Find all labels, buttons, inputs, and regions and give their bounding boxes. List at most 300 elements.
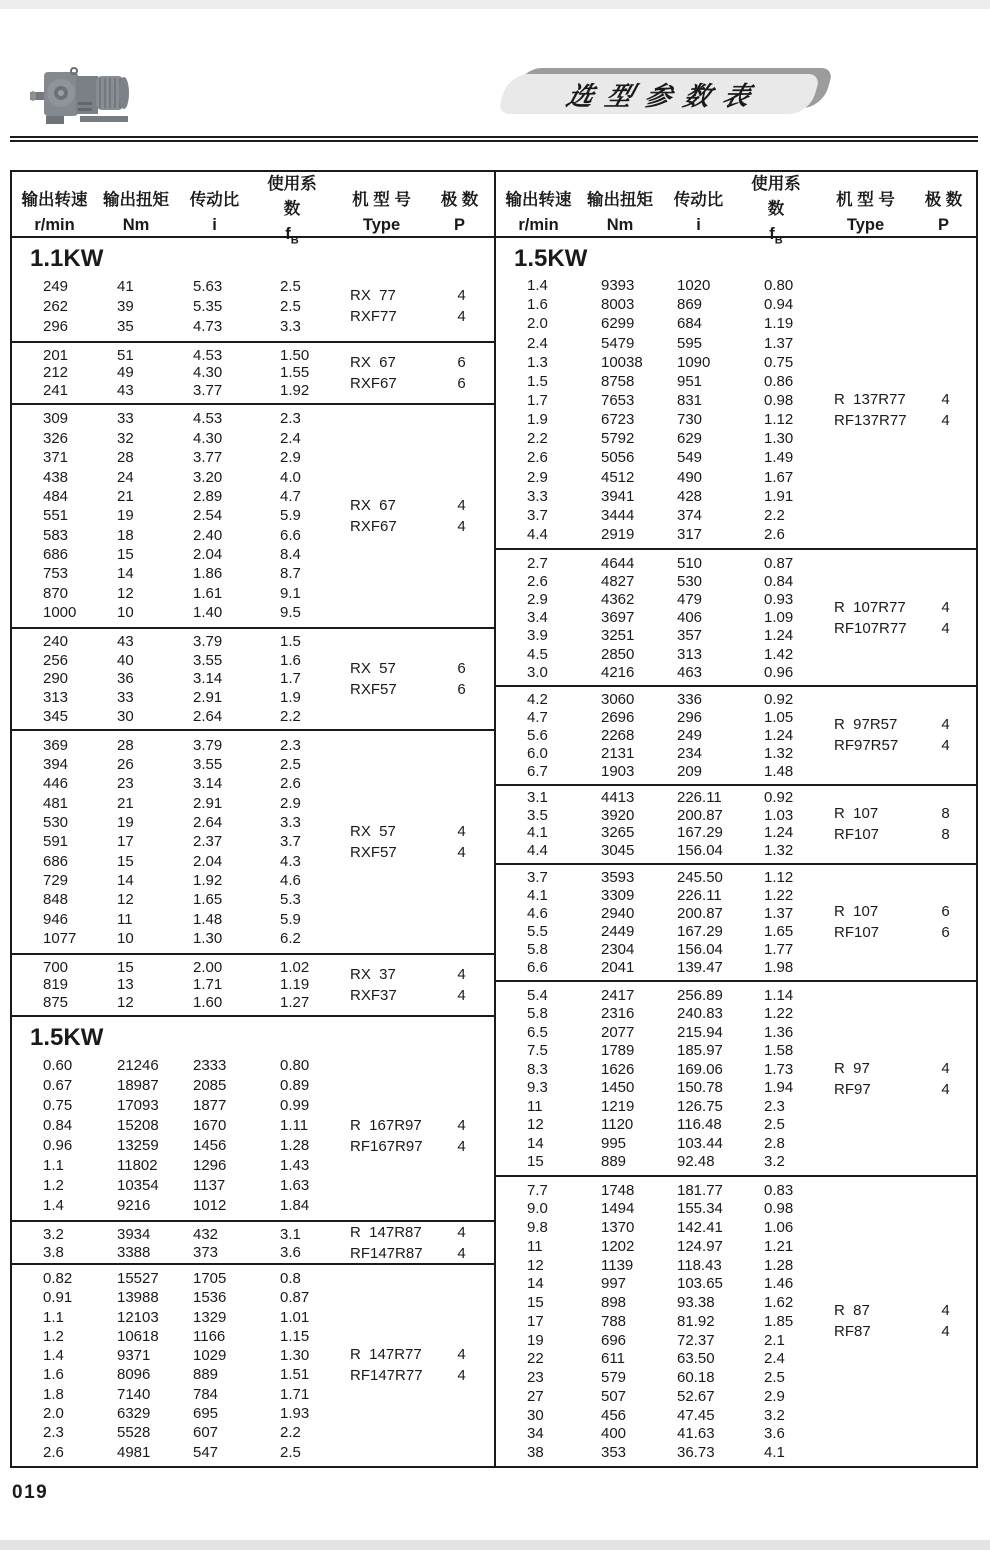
cell-service-factor: 1.28 xyxy=(764,1256,794,1274)
group-rows xyxy=(496,687,824,783)
cell-speed: 1.3 xyxy=(527,353,548,371)
cell-torque: 35 xyxy=(117,317,134,335)
group-rows xyxy=(12,629,340,730)
cell-service-factor: 1.19 xyxy=(280,976,310,994)
group-content xyxy=(496,550,976,685)
cell-torque: 14 xyxy=(117,872,134,890)
table-row xyxy=(12,775,340,792)
cell-service-factor: 1.22 xyxy=(764,886,794,904)
table-row xyxy=(496,1098,824,1115)
cell-service-factor: 3.2 xyxy=(764,1153,785,1171)
cell-service-factor: 1.7 xyxy=(280,670,301,688)
group-rows xyxy=(12,955,340,1015)
cell-torque: 6723 xyxy=(601,411,635,429)
cell-torque: 15 xyxy=(117,545,134,563)
cell-service-factor: 0.80 xyxy=(764,277,794,295)
cell-ratio: 2.00 xyxy=(193,958,223,976)
cell-ratio: 2.37 xyxy=(193,833,223,851)
table-row xyxy=(12,278,340,295)
table-row xyxy=(12,1057,340,1074)
cell-torque: 3060 xyxy=(601,691,635,709)
power-heading: 1.5KW xyxy=(514,245,588,272)
header-unit-label: r/min xyxy=(518,215,559,234)
table-row xyxy=(496,1153,824,1170)
cell-speed: 9.8 xyxy=(527,1219,548,1237)
type-label: R 107R77 xyxy=(834,598,906,616)
table-row xyxy=(496,1313,824,1330)
cell-ratio: 249 xyxy=(677,726,703,744)
group-rows xyxy=(496,272,824,548)
table-row xyxy=(12,488,340,505)
cell-speed: 326 xyxy=(43,429,69,447)
cell-speed: 0.84 xyxy=(43,1117,73,1135)
poles-label: 4 xyxy=(941,716,950,734)
cell-ratio: 92.48 xyxy=(677,1153,715,1171)
table-row xyxy=(12,930,340,947)
cell-speed: 201 xyxy=(43,346,69,364)
table-row xyxy=(12,604,340,621)
table-row xyxy=(12,959,340,976)
cell-speed: 2.6 xyxy=(527,449,548,467)
power-heading: 1.5KW xyxy=(30,1024,104,1052)
cell-speed: 591 xyxy=(43,833,69,851)
cell-service-factor: 3.6 xyxy=(764,1425,785,1443)
cell-ratio: 41.63 xyxy=(677,1425,715,1443)
title-banner xyxy=(503,74,815,114)
cell-service-factor: 3.6 xyxy=(280,1243,301,1261)
cell-speed: 309 xyxy=(43,410,69,428)
cell-speed: 15 xyxy=(527,1153,544,1171)
table-row xyxy=(496,1116,824,1133)
table-row xyxy=(496,646,824,663)
poles-col xyxy=(429,405,494,626)
group-content xyxy=(496,865,976,981)
cell-ratio: 1.65 xyxy=(193,891,223,909)
cell-torque: 33 xyxy=(117,410,134,428)
poles-label: 4 xyxy=(457,1137,466,1155)
table-row xyxy=(12,318,340,335)
cell-speed: 11 xyxy=(527,1237,543,1255)
cell-torque: 2077 xyxy=(601,1023,635,1041)
group-block xyxy=(12,238,494,341)
cell-torque: 353 xyxy=(601,1444,627,1462)
type-label: R 87 xyxy=(834,1302,870,1320)
table-row xyxy=(12,507,340,524)
cell-torque: 19 xyxy=(117,507,134,525)
cell-torque: 1626 xyxy=(601,1060,635,1078)
table-row xyxy=(496,573,824,590)
cell-torque: 788 xyxy=(601,1312,627,1330)
cell-speed: 9.3 xyxy=(527,1079,548,1097)
header-cn-label: 输出转速 xyxy=(505,190,572,209)
cell-service-factor: 0.98 xyxy=(764,391,794,409)
cell-torque: 5528 xyxy=(117,1424,151,1442)
header-cn-label: 极 数 xyxy=(924,190,963,209)
cell-service-factor: 1.84 xyxy=(280,1197,310,1215)
table-row xyxy=(496,959,824,976)
table-row xyxy=(12,1137,340,1154)
type-col xyxy=(824,982,913,1175)
cell-speed: 0.82 xyxy=(43,1270,73,1287)
cell-speed: 0.96 xyxy=(43,1137,73,1155)
cell-speed: 0.75 xyxy=(43,1097,73,1115)
group-content xyxy=(12,1222,494,1262)
cell-ratio: 60.18 xyxy=(677,1369,715,1387)
cell-ratio: 126.75 xyxy=(677,1097,723,1115)
cell-torque: 14 xyxy=(117,565,134,583)
cell-speed: 6.7 xyxy=(527,762,548,780)
table-row xyxy=(12,1117,340,1134)
table-row xyxy=(496,789,824,806)
cell-ratio: 36.73 xyxy=(677,1444,715,1462)
cell-speed: 27 xyxy=(527,1387,544,1405)
group-block xyxy=(12,1015,494,1220)
cell-torque: 2268 xyxy=(601,726,635,744)
cell-torque: 10 xyxy=(117,604,134,622)
cell-torque: 1202 xyxy=(601,1237,635,1255)
cell-torque: 10354 xyxy=(117,1177,159,1195)
cell-torque: 10 xyxy=(117,930,134,948)
group-block xyxy=(496,685,976,783)
table-row xyxy=(12,430,340,447)
poles-label: 4 xyxy=(457,517,466,535)
cell-ratio: 1020 xyxy=(677,277,711,295)
type-label: RF107R77 xyxy=(834,619,907,637)
cell-speed: 23 xyxy=(527,1369,544,1387)
cell-ratio: 2.91 xyxy=(193,688,223,706)
group-rows xyxy=(12,405,340,626)
table-row xyxy=(496,1257,824,1274)
cell-speed: 3.4 xyxy=(527,609,548,627)
cell-service-factor: 1.42 xyxy=(764,645,794,663)
type-col xyxy=(824,865,913,981)
cell-speed: 240 xyxy=(43,633,69,651)
cell-ratio: 245.50 xyxy=(677,868,723,886)
poles-label: 4 xyxy=(457,965,466,983)
cell-service-factor: 0.83 xyxy=(764,1181,794,1199)
cell-service-factor: 0.92 xyxy=(764,789,794,807)
cell-service-factor: 2.2 xyxy=(764,506,785,524)
header-cell-3 xyxy=(262,172,322,253)
type-col xyxy=(340,629,429,730)
cell-service-factor: 4.3 xyxy=(280,852,301,870)
type-label: R 97R57 xyxy=(834,716,898,734)
poles-col xyxy=(429,731,494,952)
cell-service-factor: 2.2 xyxy=(280,1424,301,1442)
cell-speed: 241 xyxy=(43,382,69,400)
cell-service-factor: 2.9 xyxy=(280,794,301,812)
poles-label: 4 xyxy=(941,1080,950,1098)
table-row xyxy=(496,354,824,371)
type-label: RF147R87 xyxy=(350,1245,423,1263)
cell-ratio: 530 xyxy=(677,572,703,590)
type-label: R 147R77 xyxy=(350,1346,422,1364)
cell-torque: 3444 xyxy=(601,506,635,524)
cell-torque: 39 xyxy=(117,297,134,315)
header-rule xyxy=(10,136,978,142)
cell-ratio: 2.04 xyxy=(193,545,223,563)
cell-torque: 6299 xyxy=(601,315,635,333)
cell-service-factor: 1.02 xyxy=(280,958,310,976)
cell-service-factor: 2.3 xyxy=(280,410,301,428)
table-row xyxy=(496,1275,824,1292)
poles-label: 4 xyxy=(457,986,466,1004)
group-block xyxy=(496,1175,976,1466)
cell-service-factor: 1.19 xyxy=(764,315,794,333)
header-cell-0 xyxy=(2,188,107,238)
cell-speed: 6.0 xyxy=(527,744,548,762)
poles-label: 6 xyxy=(941,903,950,921)
cell-service-factor: 2.5 xyxy=(280,297,301,315)
table-row xyxy=(12,1405,340,1422)
cell-speed: 7.5 xyxy=(527,1042,548,1060)
cell-speed: 371 xyxy=(43,449,69,467)
cell-speed: 5.5 xyxy=(527,922,548,940)
type-label: R 137R77 xyxy=(834,391,906,409)
cell-torque: 2940 xyxy=(601,904,635,922)
group-content xyxy=(496,687,976,783)
cell-service-factor: 2.5 xyxy=(280,755,301,773)
cell-service-factor: 1.94 xyxy=(764,1079,794,1097)
table-row xyxy=(12,911,340,928)
table-row xyxy=(12,708,340,725)
poles-col xyxy=(429,343,494,403)
table-row xyxy=(12,382,340,399)
cell-speed: 6.5 xyxy=(527,1023,548,1041)
cell-ratio: 3.14 xyxy=(193,670,223,688)
cell-speed: 9.0 xyxy=(527,1200,548,1218)
header-unit-label: Nm xyxy=(606,215,634,234)
cell-service-factor: 1.32 xyxy=(764,744,794,762)
header-unit-label: $f_B$ xyxy=(285,225,299,247)
type-label: RX 77 xyxy=(350,287,396,305)
cell-speed: 212 xyxy=(43,364,69,382)
group-block xyxy=(496,238,976,548)
cell-speed: 19 xyxy=(527,1331,544,1349)
cell-speed: 1.2 xyxy=(43,1327,64,1345)
cell-service-factor: 1.6 xyxy=(280,651,301,669)
table-row xyxy=(12,585,340,602)
cell-service-factor: 1.65 xyxy=(764,922,794,940)
cell-speed: 1.1 xyxy=(43,1308,64,1326)
table-row xyxy=(496,296,824,313)
cell-speed: 2.9 xyxy=(527,468,548,486)
table-row xyxy=(496,411,824,428)
table-row xyxy=(12,756,340,773)
poles-col xyxy=(913,272,978,548)
poles-label: 4 xyxy=(941,391,950,409)
cell-torque: 997 xyxy=(601,1275,627,1293)
cell-speed: 296 xyxy=(43,317,69,335)
type-label: RX 67 xyxy=(350,496,396,514)
cell-service-factor: 5.9 xyxy=(280,910,301,928)
cell-speed: 0.60 xyxy=(43,1057,73,1075)
type-col xyxy=(340,1222,429,1264)
poles-label: 4 xyxy=(457,287,466,305)
table-header-left xyxy=(12,172,494,247)
cell-ratio: 167.29 xyxy=(677,922,723,940)
cell-ratio: 1029 xyxy=(193,1347,227,1365)
table-row xyxy=(496,887,824,904)
table-row xyxy=(496,1219,824,1236)
cell-torque: 1450 xyxy=(601,1079,635,1097)
group-rows xyxy=(12,731,340,952)
cell-service-factor: 1.27 xyxy=(280,994,310,1012)
type-label: RF147R77 xyxy=(350,1367,423,1385)
cell-speed: 0.67 xyxy=(43,1077,73,1095)
group-rows xyxy=(12,343,340,403)
group-block xyxy=(496,784,976,863)
cell-ratio: 357 xyxy=(677,627,703,645)
cell-speed: 2.2 xyxy=(527,430,548,448)
table-row xyxy=(496,763,824,780)
poles-col xyxy=(429,629,494,730)
header-cn-label: 传动比 xyxy=(673,190,724,209)
cell-service-factor: 1.30 xyxy=(764,430,794,448)
table-row xyxy=(496,1407,824,1424)
cell-speed: 3.9 xyxy=(527,627,548,645)
header-unit-label: Nm xyxy=(122,215,150,234)
cell-ratio: 226.11 xyxy=(677,789,722,807)
cell-ratio: 72.37 xyxy=(677,1331,715,1349)
header-unit-label: P xyxy=(937,215,949,234)
cell-ratio: 2085 xyxy=(193,1077,227,1095)
group-content xyxy=(12,405,494,626)
cell-ratio: 4.73 xyxy=(193,317,223,335)
cell-ratio: 52.67 xyxy=(677,1387,715,1405)
type-label: RX 57 xyxy=(350,822,396,840)
cell-speed: 14 xyxy=(527,1275,544,1293)
header-unit-label: Type xyxy=(362,215,401,234)
group-block xyxy=(12,1220,494,1262)
cell-ratio: 1.40 xyxy=(193,604,223,622)
cell-speed: 345 xyxy=(43,707,69,725)
cell-ratio: 142.41 xyxy=(677,1219,723,1237)
cell-service-factor: 1.49 xyxy=(764,449,794,467)
header-unit-label: $f_B$ xyxy=(769,225,783,247)
cell-ratio: 155.34 xyxy=(677,1200,723,1218)
cell-torque: 40 xyxy=(117,651,134,669)
cell-service-factor: 1.03 xyxy=(764,806,794,824)
table-row xyxy=(496,869,824,886)
cell-service-factor: 1.37 xyxy=(764,334,794,352)
table-row xyxy=(12,1077,340,1094)
table-row xyxy=(12,1366,340,1383)
header-cell-4 xyxy=(821,188,910,238)
poles-label: 4 xyxy=(457,1224,466,1242)
cell-torque: 4512 xyxy=(601,468,635,486)
cell-service-factor: 1.24 xyxy=(764,726,794,744)
cell-speed: 3.7 xyxy=(527,506,548,524)
cell-ratio: 4.53 xyxy=(193,410,223,428)
cell-service-factor: 4.6 xyxy=(280,872,301,890)
cell-torque: 12103 xyxy=(117,1308,159,1326)
cell-speed: 1.8 xyxy=(43,1385,64,1403)
cell-torque: 3045 xyxy=(601,841,635,859)
cell-ratio: 4.30 xyxy=(193,429,223,447)
banner-body xyxy=(497,74,820,114)
cell-service-factor: 3.2 xyxy=(764,1406,785,1424)
cell-torque: 4216 xyxy=(601,663,635,681)
cell-ratio: 1296 xyxy=(193,1157,227,1175)
cell-service-factor: 1.5 xyxy=(280,633,301,651)
cell-ratio: 1.71 xyxy=(193,976,223,994)
group-content xyxy=(496,982,976,1175)
cell-speed: 484 xyxy=(43,487,69,505)
cell-service-factor: 2.3 xyxy=(280,736,301,754)
table-row xyxy=(496,1332,824,1349)
cell-speed: 870 xyxy=(43,584,69,602)
cell-service-factor: 1.73 xyxy=(764,1060,794,1078)
cell-torque: 11802 xyxy=(117,1157,158,1175)
poles-label: 6 xyxy=(457,374,466,392)
header-cn-label: 使用系数 xyxy=(751,175,801,218)
type-label: R 147R87 xyxy=(350,1224,422,1242)
table-row xyxy=(496,1425,824,1442)
cell-speed: 7.7 xyxy=(527,1181,548,1199)
cell-speed: 3.8 xyxy=(43,1243,64,1261)
group-rows xyxy=(496,982,824,1175)
header-cell-3 xyxy=(746,172,806,253)
cell-speed: 34 xyxy=(527,1425,544,1443)
type-label: RF137R77 xyxy=(834,412,907,430)
poles-col xyxy=(429,272,494,341)
poles-label: 4 xyxy=(457,1367,466,1385)
table-row xyxy=(496,727,824,744)
cell-speed: 4.1 xyxy=(527,824,548,842)
type-label: R 107 xyxy=(834,805,879,823)
header-cn-label: 传动比 xyxy=(189,190,240,209)
table-row xyxy=(496,842,824,859)
type-col xyxy=(824,1177,913,1466)
table-row xyxy=(12,449,340,466)
cell-ratio: 406 xyxy=(677,609,703,627)
header-cell-2 xyxy=(171,188,258,238)
cell-ratio: 490 xyxy=(677,468,703,486)
header-cell-5 xyxy=(427,188,492,238)
cell-torque: 2919 xyxy=(601,525,635,543)
poles-label: 4 xyxy=(941,1302,950,1320)
cell-speed: 4.4 xyxy=(527,525,548,543)
cell-speed: 875 xyxy=(43,994,69,1012)
cell-ratio: 629 xyxy=(677,430,703,448)
cell-torque: 3941 xyxy=(601,487,635,505)
cell-speed: 2.6 xyxy=(527,572,548,590)
group-rows xyxy=(12,272,340,341)
cell-ratio: 313 xyxy=(677,645,703,663)
cell-speed: 551 xyxy=(43,507,69,525)
cell-ratio: 2.91 xyxy=(193,794,223,812)
cell-ratio: 215.94 xyxy=(677,1023,723,1041)
cell-ratio: 296 xyxy=(677,708,703,726)
power-heading: 1.1KW xyxy=(30,245,104,272)
cell-service-factor: 2.9 xyxy=(764,1387,785,1405)
cell-ratio: 831 xyxy=(677,391,703,409)
cell-torque: 611 xyxy=(601,1350,625,1368)
poles-label: 4 xyxy=(457,1346,466,1364)
header-cell-1 xyxy=(582,188,658,238)
cell-ratio: 1012 xyxy=(193,1197,227,1215)
type-label: RXF57 xyxy=(350,843,397,861)
table-row xyxy=(496,469,824,486)
group-rows xyxy=(12,1265,340,1466)
poles-label: 8 xyxy=(941,826,950,844)
cell-speed: 2.0 xyxy=(527,315,548,333)
cell-service-factor: 0.94 xyxy=(764,296,794,314)
cell-service-factor: 1.15 xyxy=(280,1327,310,1345)
cell-service-factor: 3.1 xyxy=(280,1226,301,1244)
cell-ratio: 156.04 xyxy=(677,940,723,958)
